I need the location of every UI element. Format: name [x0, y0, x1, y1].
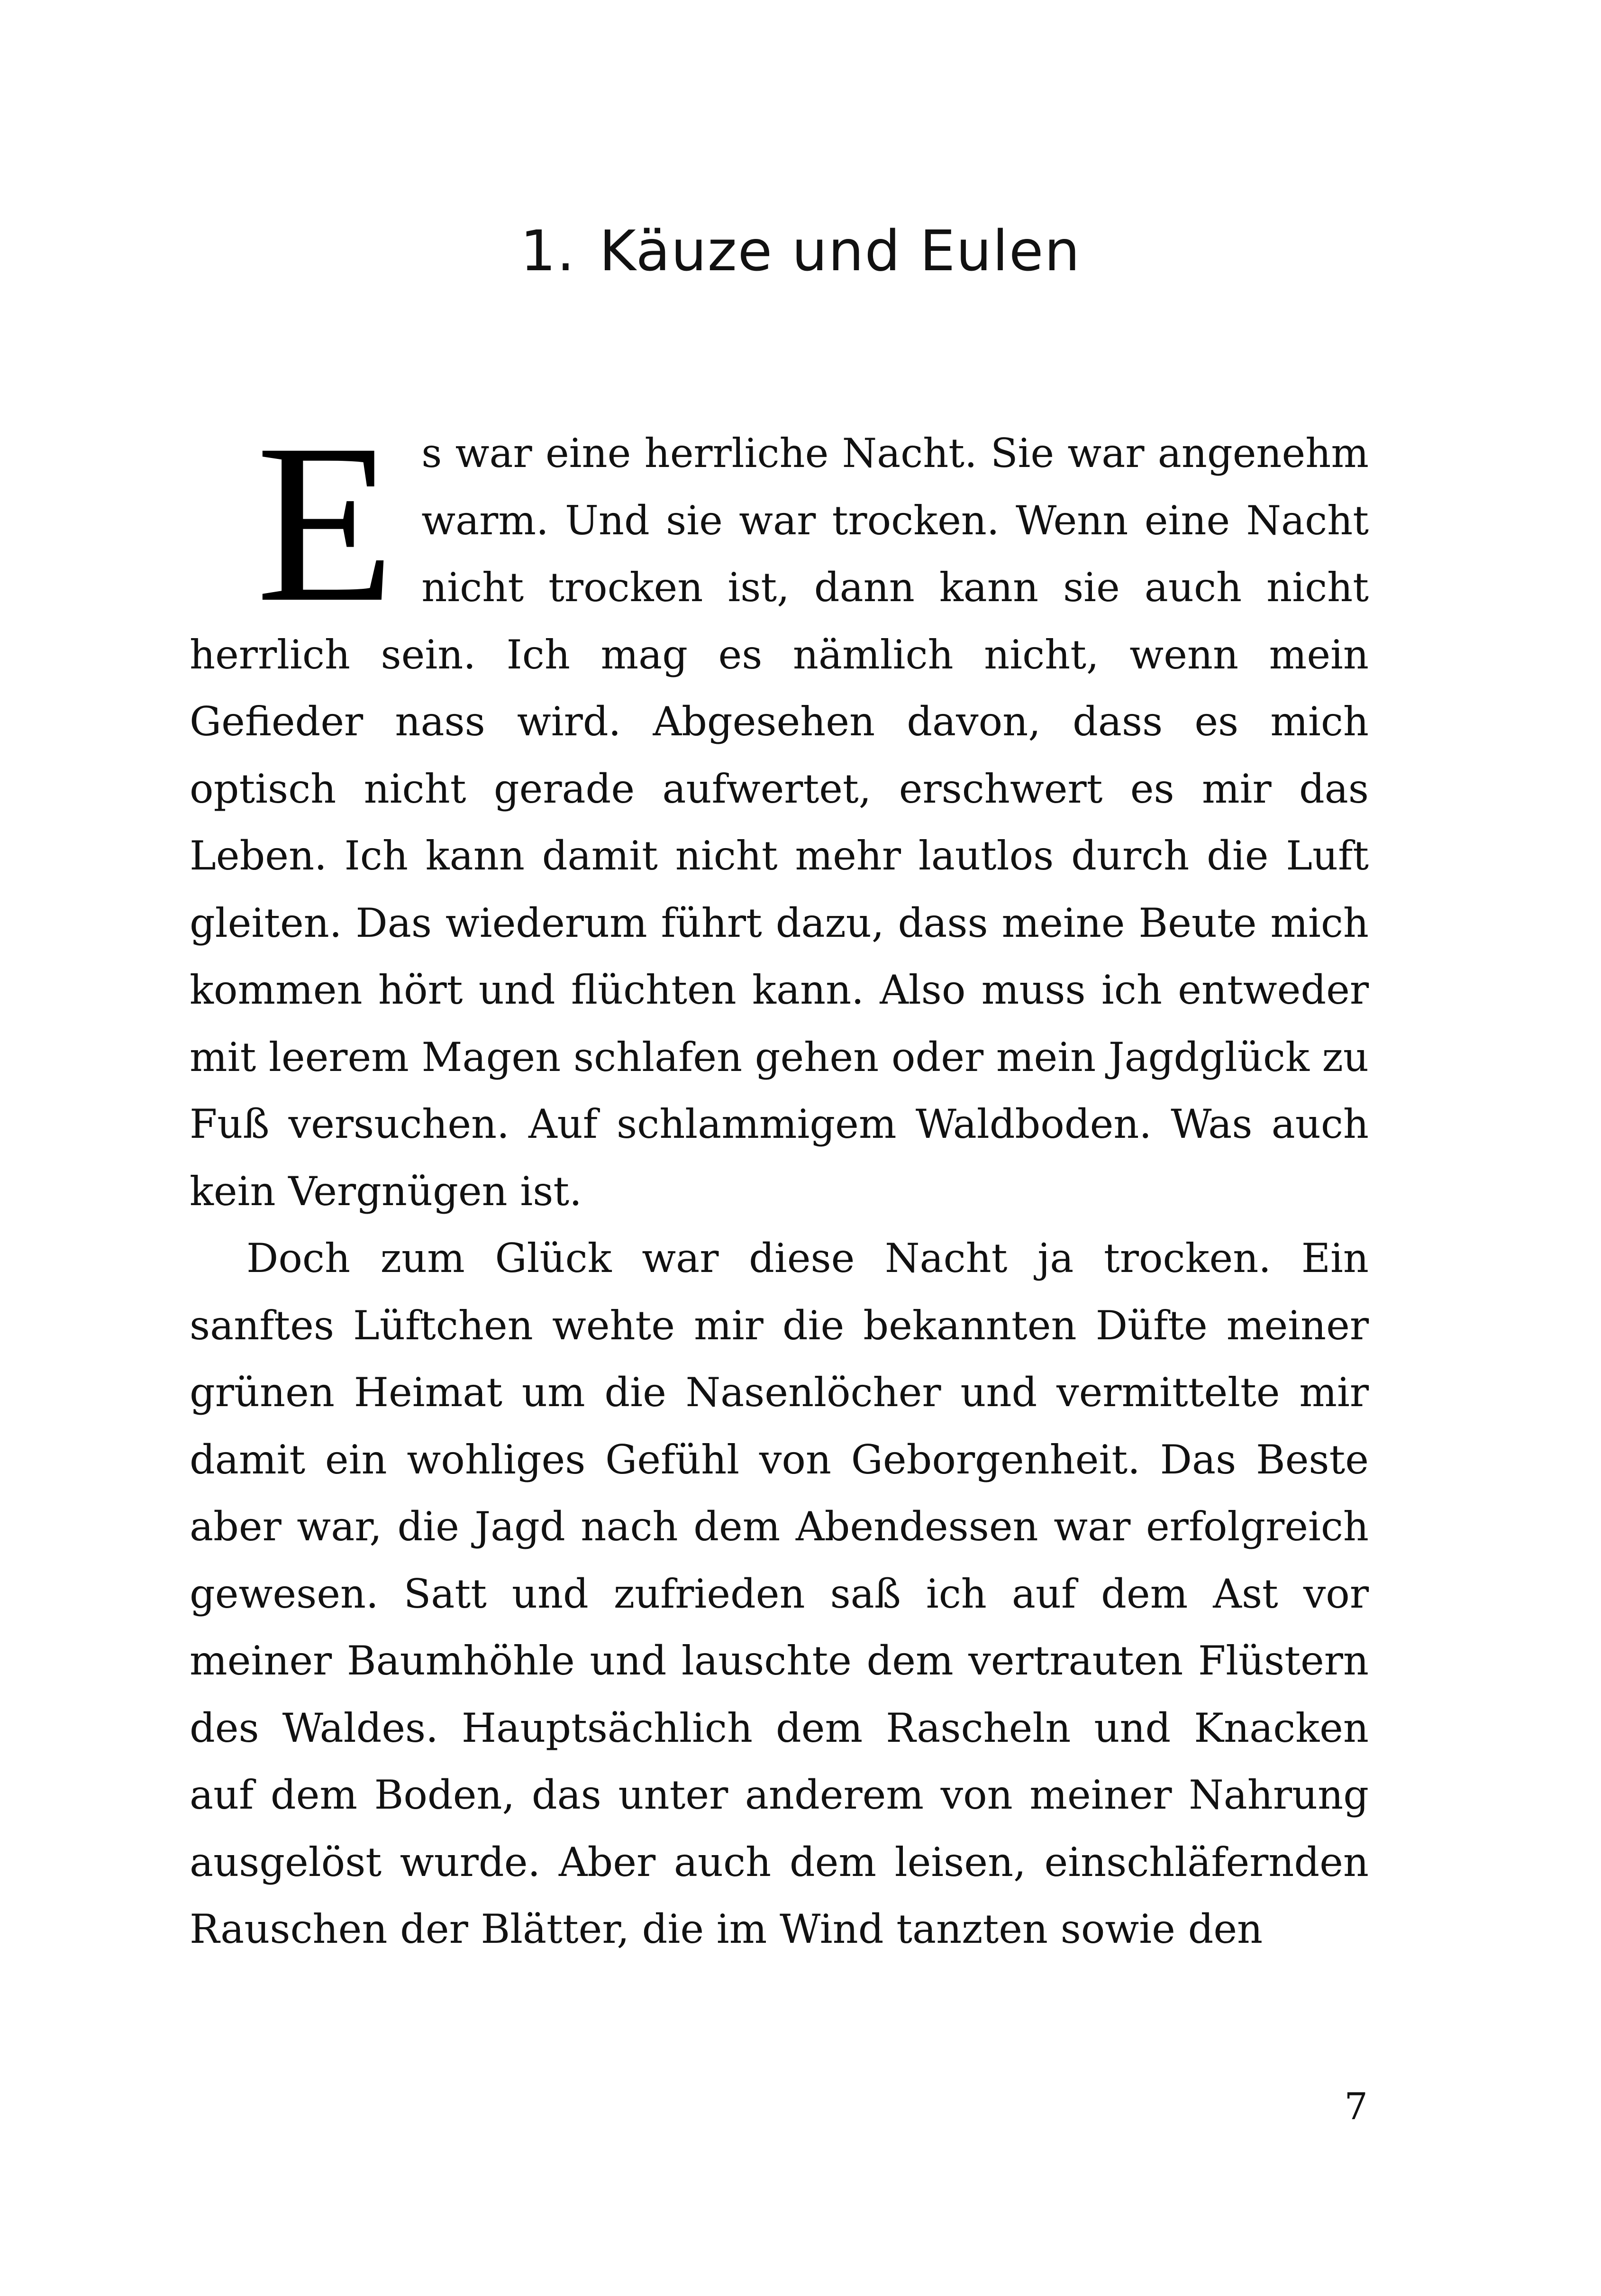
paragraph-2: Doch zum Glück war diese Nacht ja trocken. Ein sanftes Lüftchen wehte mir die bekannten Düfte meiner grünen Heimat um die Nasenlöcher und vermittelte mir damit ein wohliges Gefühl von Geborgenheit. Das Beste aber war, die Jagd nach dem Abendessen war erfolgreich gewesen. Satt und zufrieden saß ich auf dem Ast vor meiner Baumhöhle und lauschte dem vertrauten Flüstern des Waldes. Hauptsächlich dem Rascheln und Knacken auf dem Boden, das unter anderem von meiner Nahrung ausgelöst wurde. Aber auch dem leisen, einschläfernden Rauschen der Blätter, die im Wind tanzten sowie den: [190, 1235, 1369, 1952]
body-text: [190, 397, 1369, 1963]
chapter-title-text: Käuze und Eulen: [599, 218, 1081, 284]
chapter-title: [0, 218, 1601, 284]
page-number: 7: [1344, 2086, 1368, 2128]
chapter-number: 1.: [520, 218, 576, 284]
paragraph-1-text: s war eine herrliche Nacht. Sie war angenehm warm. Und sie war trocken. Wenn eine Nacht nicht trocken ist, dann kann sie auch nicht herrlich sein. Ich mag es nämlich nicht, wenn mein Gefieder nass wird. Abgesehen davon, dass es mich optisch nicht gerade aufwertet, erschwert es mir das Leben. Ich kann damit nicht mehr lautlos durch die Luft gleiten. Das wiederum führt dazu, dass meine Beute mich kommen hört und flüchten kann. Also muss ich entweder mit leerem Magen schlafen gehen oder mein Jagdglück zu Fuß versuchen. Auf schlammigem Waldboden. Was auch kein Vergnügen ist.: [190, 430, 1369, 1215]
paragraph-1: [190, 397, 1369, 1225]
drop-cap: E: [256, 397, 395, 649]
